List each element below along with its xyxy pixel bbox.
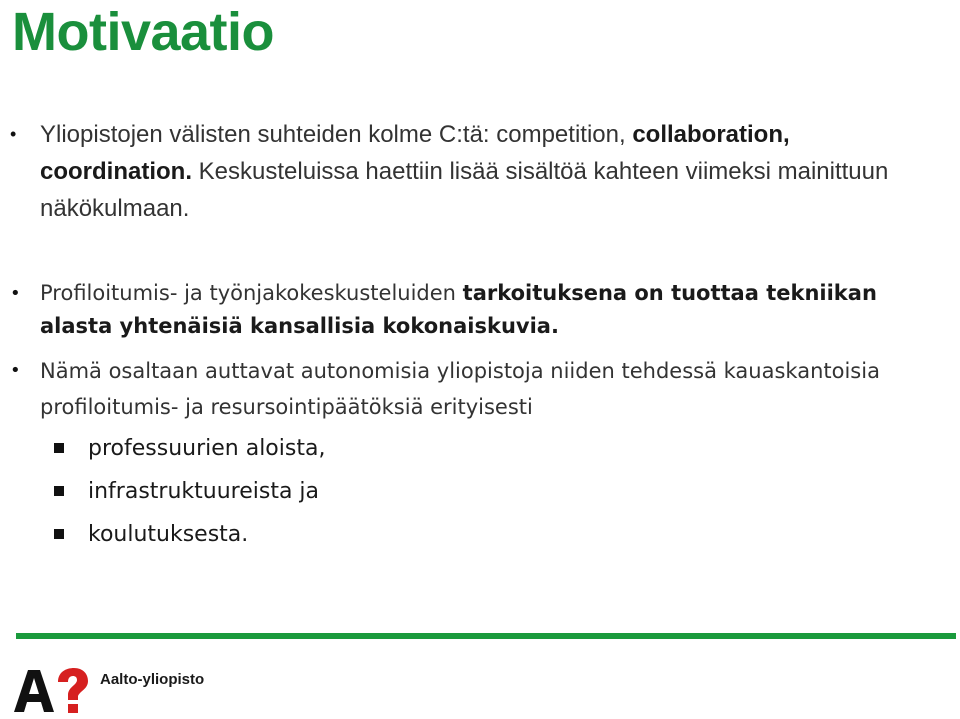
sub-item-2-text: infrastruktuureista ja <box>88 479 320 504</box>
sub-item-3-text: koulutuksesta. <box>88 522 249 547</box>
square-bullet-icon <box>54 529 64 539</box>
bullet-item-1 <box>10 116 920 227</box>
bullet-1-rest: Keskusteluissa haettiin lisää sisältöä kahteen viimeksi mainittuun näkökulmaan. <box>40 158 889 222</box>
bullet-1-bold: collaboration, coordination. <box>40 121 790 185</box>
sub-item-2 <box>88 477 319 507</box>
square-bullet-icon <box>54 486 64 496</box>
bullet-3-text: Nämä osaltaan auttavat autonomisia yliopistoja niiden tehdessä kauaskantoisia profiloitumis- ja resursointipäätöksiä erityisesti <box>40 359 880 419</box>
sub-item-1-text: professuurien aloista, <box>88 436 326 461</box>
bullet-1-text: Yliopistojen välisten suhteiden kolme C:tä: competition, <box>40 121 633 148</box>
sub-item-3 <box>88 520 248 550</box>
slide-title: Motivaatio <box>12 2 275 62</box>
bullet-2-text: Profiloitumis- ja työnjakokeskusteluiden <box>40 281 463 305</box>
square-bullet-icon <box>54 443 64 453</box>
bullet-2-bold: tarkoituksena on tuottaa tekniikan alasta yhtenäisiä kansallisia kokonaiskuvia. <box>40 281 877 338</box>
bullet-item-3 <box>10 353 940 425</box>
bullet-dot-icon: • <box>10 360 21 381</box>
sub-item-1 <box>88 434 325 464</box>
logo-wordmark: Aalto-yliopisto <box>100 671 205 688</box>
bullet-item-2 <box>10 277 920 343</box>
aalto-logo-icon <box>14 668 89 714</box>
bullet-dot-icon: • <box>10 124 17 144</box>
footer-divider <box>16 633 956 639</box>
bullet-dot-icon: • <box>10 283 21 304</box>
